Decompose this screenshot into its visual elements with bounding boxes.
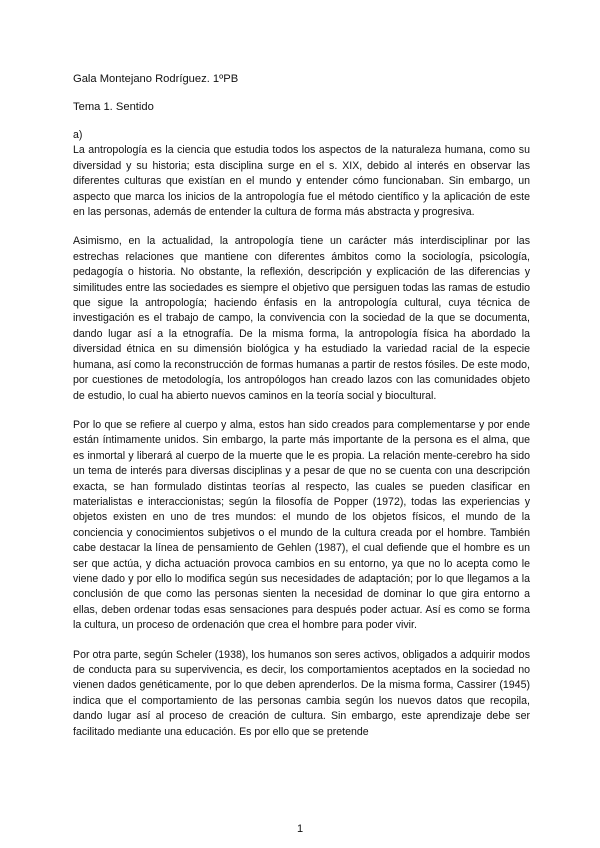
paragraph-4: Por otra parte, según Scheler (1938), los humanos son seres activos, obligados a adquirir modos de conducta para su supervivencia, es decir, los comportamientos aceptados en la sociedad no vienen dados genéticamente, por lo que deben aprenderlos. De la misma forma, Cassirer (1945) indica que el comportamiento de las personas cambia según los nuevos datos que recopila, dando lugar así al proceso de creación de cultura. Sin embargo, este aprendizaje debe ser facilitado mediante una educación. Es por ello que se pretende (73, 648, 530, 738)
section-label: a) (73, 129, 83, 141)
page-number: 1 (296, 823, 304, 835)
paragraph-1: La antropología es la ciencia que estudia todos los aspectos de la naturaleza humana, como su diversidad y su historia; esta disciplina surge en el s. XIX, debido al interés en observar las diferentes culturas que existían en el mundo y entender cómo funcionaban. Sin embargo, un aspecto que marca los inicios de la antropología fue el método científico y la aplicación de este en las personas, además de entender la cultura de forma más abstracta y progresiva. (73, 144, 530, 219)
topic-title: Tema 1. Sentido (73, 101, 154, 113)
paragraph-3: Por lo que se refiere al cuerpo y alma, estos han sido creados para complementarse y por ende están íntimamente unidos. Sin embargo, la parte más importante de la persona es el alma, que es inmortal y liberará al cuerpo de la muerte que le es propia. La relación mente-cerebro ha sido un tema de interés para diversas disciplinas y a pesar de que no se cuenta con una descripción exacta, se han formulado distintas teorías al respecto, las cuales se pueden clasificar en materialistas e interaccionistas; según la filosofía de Popper (1972), todas las experiencias y objetos existen en uno de tres mundos: el mundo de los objetos físicos, el mundo de la conciencia y conocimientos subjetivos o el mundo de la cultura creada por el hombre. También cabe destacar la línea de pensamiento de Gehlen (1987), el cual defiende que el hombre es un ser que actúa, y dicha actuación provoca cambios en su entorno, ya que no lo acepta como le viene dado y por ello lo modifica según sus necesidades de adaptación; por lo que llegamos a la conclusión de que como las personas sienten la necesidad de dominar lo que gira entorno a ellas, deben ordenar todas esas sensaciones para después poder actuar. Así es como se forma la cultura, un proceso de ordenación que crea el hombre para poder vivir. (73, 418, 530, 632)
author-line: Gala Montejano Rodríguez. 1ºPB (73, 73, 239, 85)
document-body (73, 128, 530, 754)
paragraph-2: Asimismo, en la actualidad, la antropología tiene un carácter más interdisciplinar por las estrechas relaciones que mantiene con diferentes ámbitos como la sociología, psicología, pedagogía o historia. No obstante, la reflexión, descripción y explicación de las diferencias y similitudes entre las sociedades es siempre el objetivo que persiguen todas las ramas de estudio que sigue la antropología; haciendo énfasis en la antropología cultural, cuya técnica de investigación es el trabajo de campo, la convivencia con la sociedad de la que se documenta, dando lugar así a la etnografía. De la misma forma, la antropología física ha abordado la diversidad étnica en su dimensión biológica y ha estudiado la variedad racial de la especie humana, así como la reconstrucción de formas humanas a partir de restos fósiles. De este modo, por cuestiones de metodología, los antropólogos han creado lazos con las comunidades objeto de estudio, lo cual ha abierto nuevos caminos en la teoría social y biocultural. (73, 235, 530, 402)
